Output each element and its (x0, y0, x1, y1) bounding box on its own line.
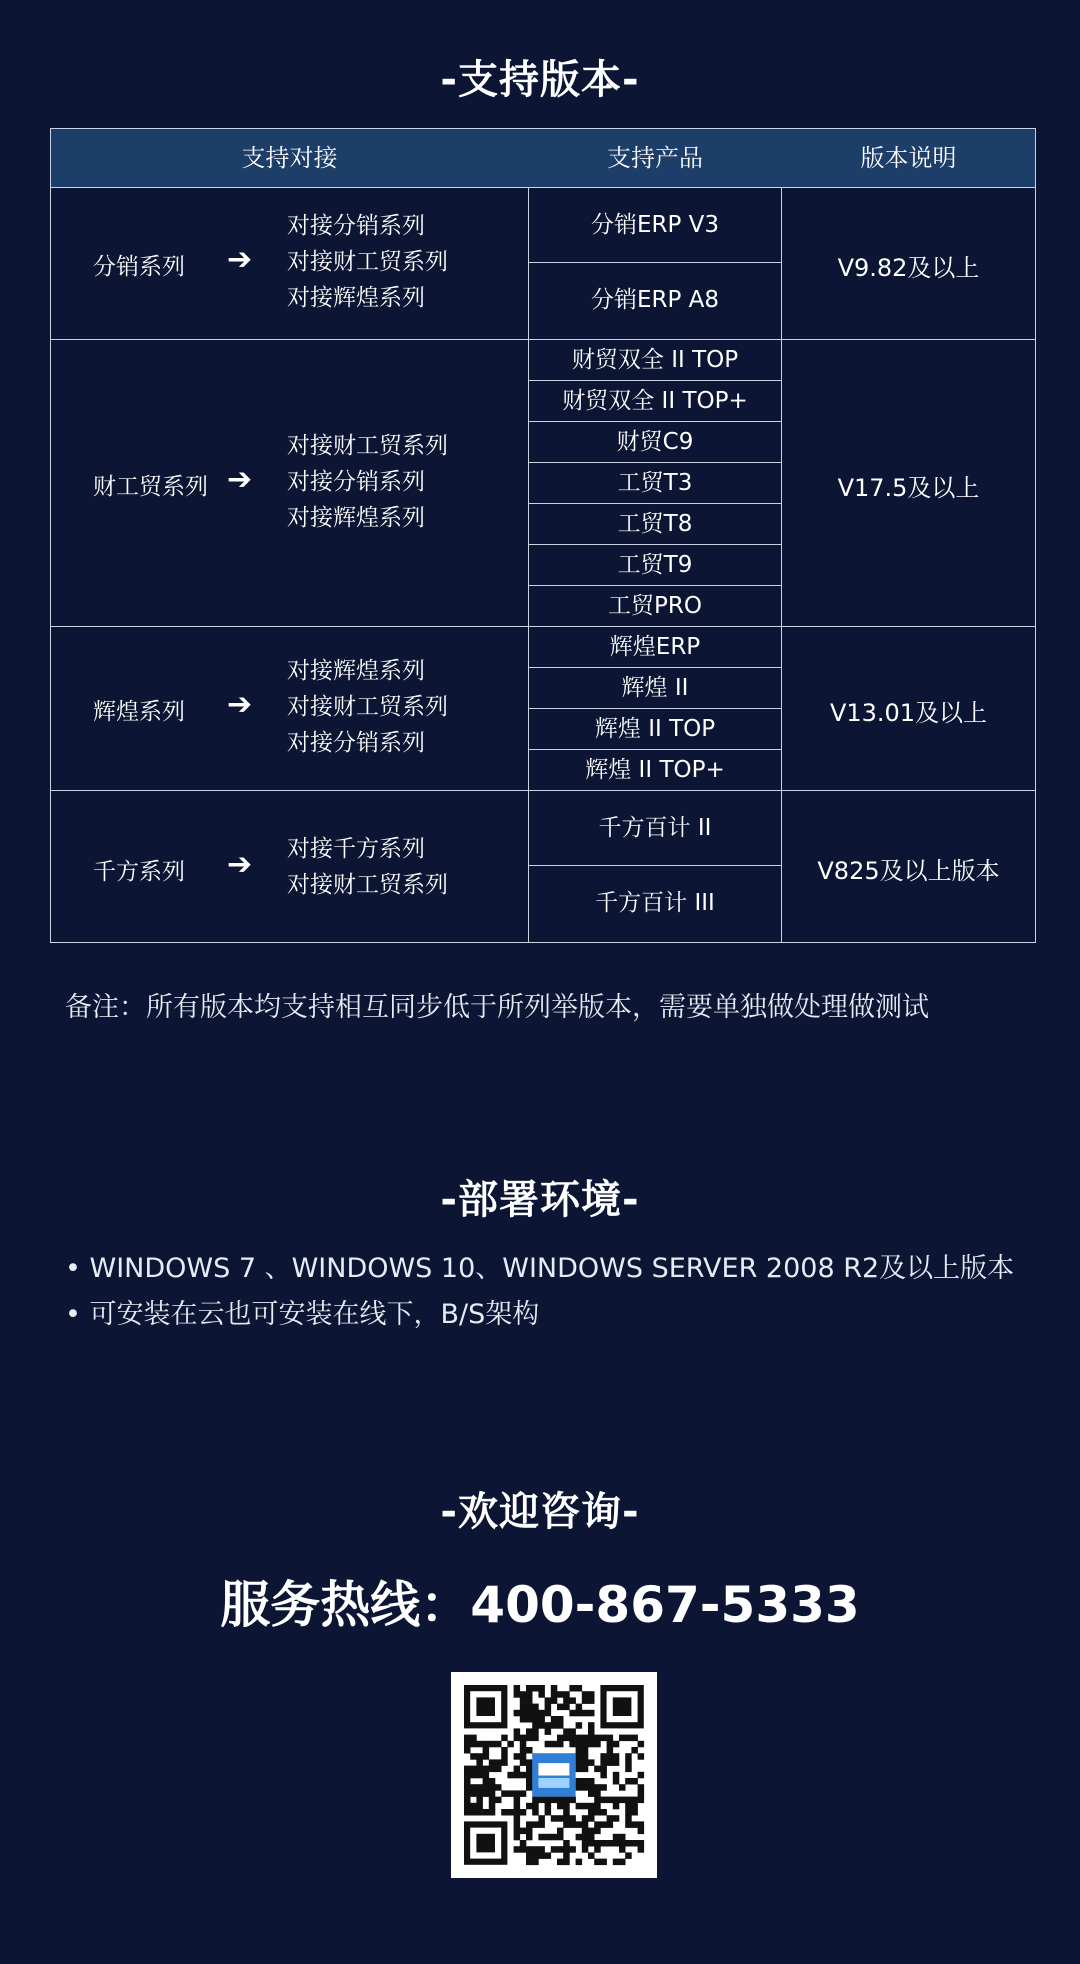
product-item: 千方百计 II (529, 791, 781, 866)
target-list (287, 428, 448, 536)
deploy-title: -部署环境- (440, 1177, 640, 1223)
product-item: 工贸T8 (529, 504, 781, 545)
series-label: 辉煌系列 (93, 699, 185, 725)
version-cell (782, 791, 1035, 942)
target-list (287, 831, 448, 903)
right-arrow-icon: ➔ (227, 462, 253, 497)
target-item: 对接分销系列 (287, 213, 425, 239)
version-cell (782, 340, 1035, 626)
target-item: 对接分销系列 (287, 730, 425, 756)
product-item: 辉煌 II (529, 668, 781, 709)
product-item: 辉煌 II TOP (529, 709, 781, 750)
product-cell (528, 188, 782, 339)
product-item: 分销ERP V3 (529, 188, 781, 263)
connect-cell (51, 791, 528, 942)
qr-code-icon (451, 1672, 657, 1878)
header-connect: 支持对接 (241, 144, 338, 172)
product-item: 分销ERP A8 (590, 287, 720, 313)
product-item: 工贸PRO (608, 593, 702, 619)
target-list (287, 653, 448, 761)
product-cell (528, 791, 782, 942)
support-title: -支持版本- (440, 57, 640, 103)
version-text: V13.01及以上 (829, 699, 988, 727)
series-label: 千方系列 (93, 859, 185, 885)
target-item: 对接辉煌系列 (287, 285, 425, 311)
product-item: 财贸C9 (529, 422, 781, 463)
right-arrow-icon: ➔ (227, 242, 253, 277)
product-item: 辉煌ERP (529, 627, 781, 668)
target-item: 对接财工贸系列 (287, 249, 448, 275)
deploy-item: • 可安装在云也可安装在线下，B/S架构 (65, 1299, 540, 1330)
service-hotline: 服务热线：400-867-5333 (220, 1576, 860, 1634)
product-item: 工贸T3 (529, 463, 781, 504)
table-header (50, 128, 1036, 188)
target-item: 对接财工贸系列 (287, 872, 448, 898)
product-cell (528, 627, 782, 790)
note-text: 备注：所有版本均支持相互同步低于所列举版本，需要单独做处理做测试 (65, 992, 929, 1023)
target-item: 对接辉煌系列 (287, 658, 425, 684)
version-text: V825及以上版本 (817, 857, 1000, 885)
table-row-fenxiao (50, 188, 1036, 340)
header-version: 版本说明 (860, 144, 957, 172)
target-item: 对接千方系列 (287, 836, 425, 862)
product-item: 辉煌 II TOP+ (585, 757, 725, 783)
product-item: 财贸双全 II TOP (529, 340, 781, 381)
version-text: V9.82及以上 (837, 254, 980, 282)
header-product: 支持产品 (607, 144, 703, 172)
product-cell (528, 340, 782, 626)
target-item: 对接分销系列 (287, 469, 425, 495)
target-item: 对接财工贸系列 (287, 694, 448, 720)
target-item: 对接辉煌系列 (287, 505, 425, 531)
product-item: 工贸T9 (529, 545, 781, 586)
table-row-qianfang (50, 791, 1036, 943)
right-arrow-icon: ➔ (227, 847, 253, 882)
consult-title: -欢迎咨询- (440, 1489, 640, 1535)
qr-code-image (451, 1672, 657, 1878)
right-arrow-icon: ➔ (227, 687, 253, 722)
table-row-caigongmao (50, 340, 1036, 627)
target-item: 对接财工贸系列 (287, 433, 448, 459)
version-text: V17.5及以上 (837, 474, 980, 502)
product-item: 千方百计 III (595, 890, 715, 916)
series-label: 财工贸系列 (93, 474, 208, 500)
table-row-huihuang (50, 627, 1036, 791)
product-item: 财贸双全 II TOP+ (529, 381, 781, 422)
connect-cell (51, 627, 528, 790)
series-label: 分销系列 (93, 254, 185, 280)
version-cell (782, 188, 1035, 339)
connect-cell (51, 188, 528, 339)
deploy-list (65, 1246, 1025, 1338)
deploy-item: • WINDOWS 7 、WINDOWS 10、WINDOWS SERVER 2008 R2及以上版本 (65, 1253, 1015, 1284)
version-cell (782, 627, 1035, 790)
target-list (287, 208, 448, 316)
connect-cell (51, 340, 528, 626)
